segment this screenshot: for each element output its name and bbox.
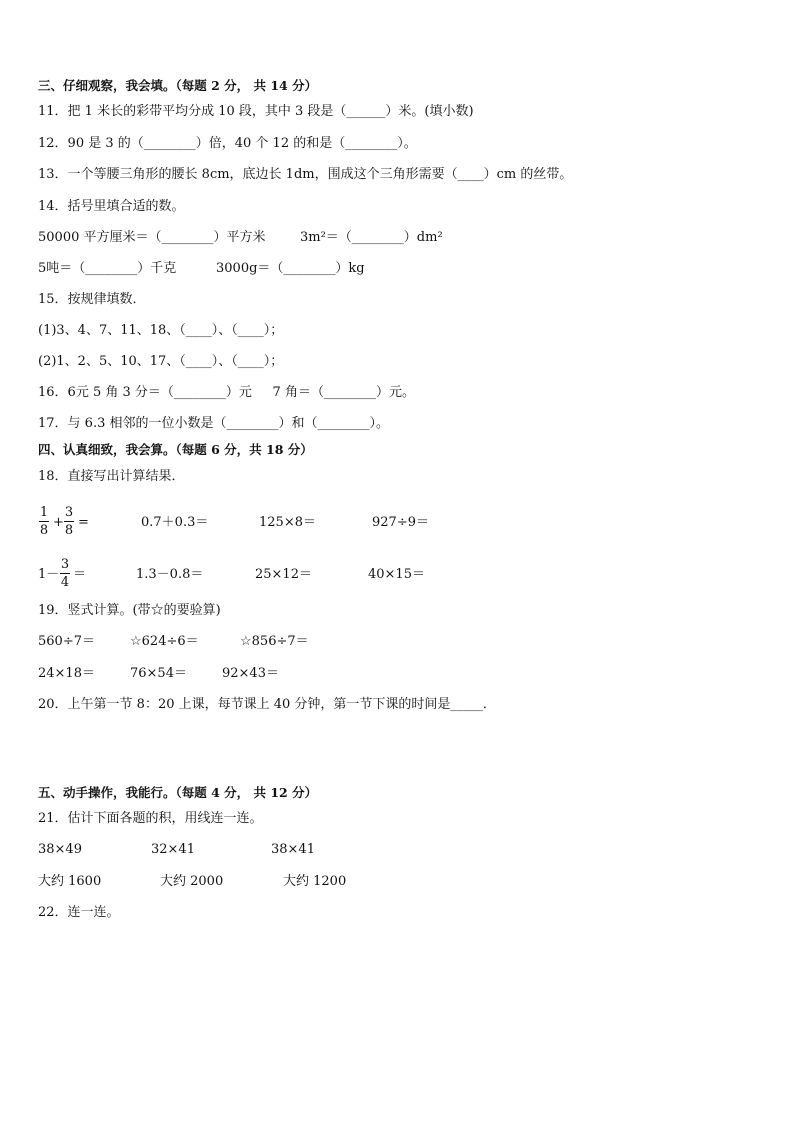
question-21-b: 32×41 (151, 842, 195, 857)
question-11: 11．把 1 米长的彩带平均分成 10 段，其中 3 段是（______）米。(填小数) (38, 104, 474, 119)
question-22: 22．连一连。 (38, 905, 120, 920)
fraction-denominator: 8 (64, 523, 74, 538)
question-16: 16．6元 5 角 3 分＝（________）元 7 角＝（________）元。 (38, 385, 415, 400)
question-21-d: 大约 1600 (38, 874, 102, 889)
question-18-h: 40×15＝ (368, 567, 425, 582)
question-19-b: ☆624÷6＝ (130, 634, 199, 649)
question-17: 17．与 6.3 相邻的一位小数是（________）和（________）。 (38, 416, 389, 431)
question-19-c: ☆856÷7＝ (240, 634, 309, 649)
equals-sign: ＝ (73, 567, 87, 582)
section-4-title: 四、认真细致，我会算。（每题 6 分，共 18 分） (38, 442, 313, 457)
question-18: 18．直接写出计算结果． (38, 469, 185, 484)
plus-sign: + (53, 515, 64, 530)
equals-sign: = (78, 515, 89, 530)
question-21: 21．估计下面各题的积，用线连一连。 (38, 811, 263, 826)
question-18-c: 125×8＝ (259, 515, 316, 530)
question-21-e: 大约 2000 (160, 874, 224, 889)
fraction-bar (60, 573, 70, 574)
fraction-one-eighth (39, 505, 49, 538)
fraction-numerator: 1 (39, 505, 49, 520)
question-12: 12．90 是 3 的（________）倍，40 个 12 的和是（________）。 (38, 136, 417, 151)
fraction-three-quarters (60, 557, 70, 590)
question-19-f: 92×43＝ (222, 666, 279, 681)
question-14-b: 3m²＝（________）dm² (300, 230, 443, 245)
question-18-g: 25×12＝ (255, 567, 312, 582)
section-5-title: 五、动手操作，我能行。（每题 4 分， 共 12 分） (38, 785, 318, 800)
fraction-denominator: 4 (60, 575, 70, 590)
question-15-1: (1)3、4、7、11、18、（____）、（____）； (38, 323, 284, 338)
question-19-e: 76×54＝ (130, 666, 187, 681)
question-14-d: 3000g＝（________）kg (216, 261, 365, 276)
question-18-f: 1.3－0.8＝ (136, 567, 204, 582)
question-19-d: 24×18＝ (38, 666, 95, 681)
question-15-2: (2)1、2、5、10、17、（____）、（____）； (38, 354, 284, 369)
question-21-a: 38×49 (38, 842, 82, 857)
fraction-bar (64, 521, 74, 522)
fraction-numerator: 3 (64, 505, 74, 520)
section-3-title: 三、仔细观察，我会填。（每题 2 分， 共 14 分） (38, 78, 318, 93)
fraction-numerator: 3 (60, 557, 70, 572)
question-14: 14．括号里填合适的数。 (38, 199, 185, 214)
question-18-b: 0.7＋0.3＝ (141, 515, 209, 530)
question-19-a: 560÷7＝ (38, 634, 95, 649)
question-20: 20．上午第一节 8：20 上课，每节课上 40 分钟，第一节下课的时间是_____． (38, 697, 496, 712)
question-13: 13．一个等腰三角形的腰长 8cm，底边长 1dm，围成这个三角形需要（____）cm 的丝带。 (38, 167, 573, 182)
fraction-denominator: 8 (39, 523, 49, 538)
question-15: 15．按规律填数． (38, 292, 146, 307)
question-14-c: 5吨＝（________）千克 (38, 261, 177, 276)
one-minus: 1－ (38, 567, 60, 582)
question-14-a: 50000 平方厘米＝（________）平方米 (38, 230, 266, 245)
question-19: 19．竖式计算。(带☆的要验算) (38, 603, 221, 618)
question-21-c: 38×41 (271, 842, 315, 857)
fraction-bar (39, 521, 49, 522)
question-18-d: 927÷9＝ (372, 515, 429, 530)
question-21-f: 大约 1200 (283, 874, 347, 889)
fraction-three-eighths (64, 505, 74, 538)
